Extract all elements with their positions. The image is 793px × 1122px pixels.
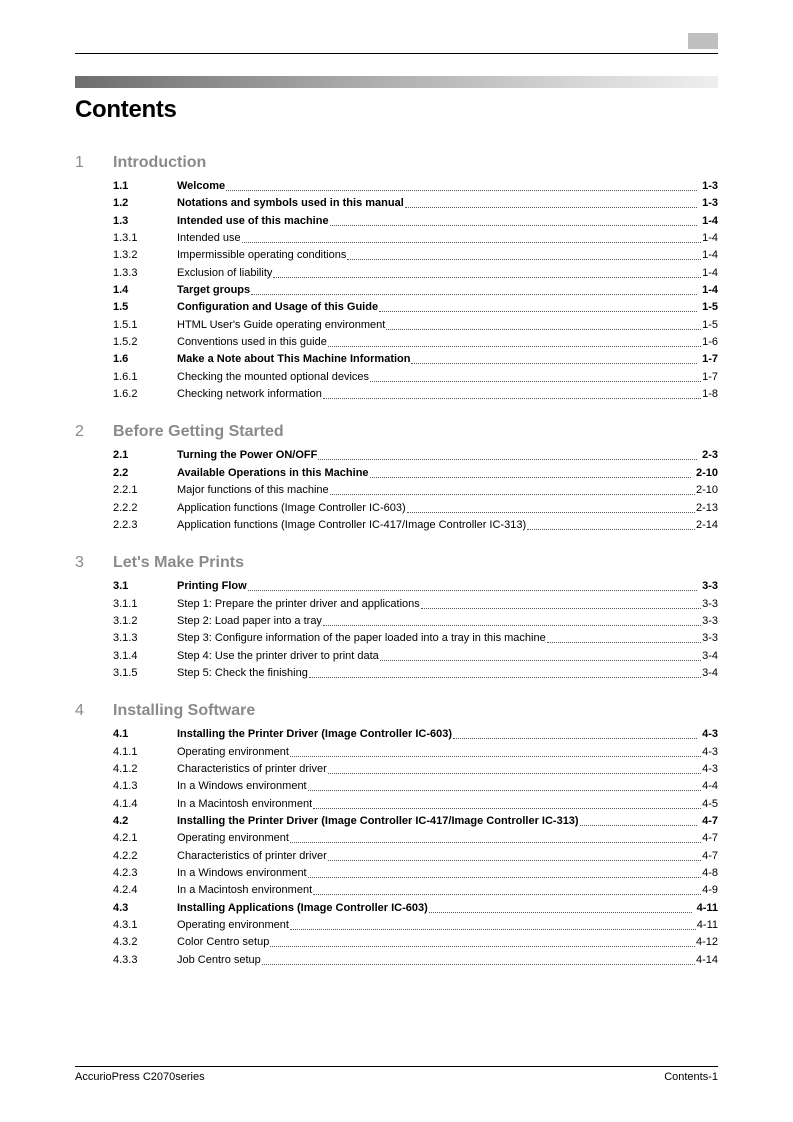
entry-title: Checking the mounted optional devices [177,370,370,383]
entry-leader-line [177,934,718,951]
toc-subsection-entry[interactable] [0,265,793,282]
entry-leader-line [177,500,718,517]
entry-page-number: 1-5 [702,318,718,331]
entry-leader-line [177,265,718,282]
entry-leader-line [177,648,718,665]
toc-subsection-entry[interactable] [0,500,793,517]
entry-leader-line [177,517,718,534]
entry-number: 4.2.3 [113,867,138,879]
dot-leader [330,482,695,495]
dot-leader [411,351,697,364]
entry-title: Characteristics of printer driver [177,762,327,775]
entry-title: In a Macintosh environment [177,884,313,897]
entry-number: 4.3.2 [113,936,138,949]
dot-leader [328,334,701,347]
toc-subsection-entry[interactable] [0,247,793,264]
entry-page-number: 3-3 [702,597,718,610]
toc-subsection-entry[interactable] [0,796,793,813]
toc-section-entry[interactable] [0,282,793,299]
entry-page-number: 2-10 [695,484,718,497]
toc-chapter [0,419,793,534]
entry-leader-line [177,665,718,682]
entry-leader-line [177,744,718,761]
entry-number: 2.2 [113,466,129,479]
entry-leader-line [177,334,718,351]
entry-page-number: 1-6 [702,336,718,349]
dot-leader [330,213,698,226]
dot-leader [262,952,695,965]
entry-page-number: 3-3 [702,580,718,593]
entry-number: 1.3 [113,214,129,227]
dot-leader [313,882,701,895]
entry-number: 1.6.1 [113,370,138,383]
entry-title: Intended use [177,232,241,245]
entry-title: In a Macintosh environment [177,797,313,810]
dot-leader [309,665,701,678]
entry-page-number: 4-11 [696,901,718,914]
entry-title: Step 4: Use the printer driver to print data [177,649,379,662]
entry-number: 1.5.1 [113,318,138,331]
dot-leader [386,317,701,330]
entry-number: 4.1 [113,728,129,741]
entry-title: Installing the Printer Driver (Image Controller IC-417/Image Controller IC-313) [177,814,579,827]
entry-number: 1.3.1 [113,232,138,245]
entry-page-number: 3-4 [702,666,718,679]
entry-title: In a Windows environment [177,867,307,879]
entry-leader-line [177,630,718,647]
entry-number: 1.6.2 [113,388,138,401]
entry-leader-line [177,778,718,795]
entry-title: Target groups [177,284,251,297]
entry-leader-line [177,386,718,403]
entry-number: 4.3 [113,901,129,914]
entry-leader-line [177,465,718,482]
chapter-number: 2 [75,423,84,441]
toc-section-entry[interactable] [0,178,793,195]
entry-title: Operating environment [177,832,289,845]
entry-title: Installing Applications (Image Controller IC-603) [177,901,428,914]
toc-subsection-entry[interactable] [0,334,793,351]
entry-number: 4.1.4 [113,797,138,810]
dot-leader [323,386,701,399]
entry-title: In a Windows environment [177,780,307,793]
toc-section-entry[interactable] [0,195,793,212]
dot-leader [421,596,701,609]
dot-leader [273,265,701,278]
entry-title: Conventions used in this guide [177,336,327,349]
entry-page-number: 4-11 [696,919,718,932]
entry-leader-line [177,882,718,899]
entry-number: 4.2 [113,814,129,827]
toc-subsection-entry[interactable] [0,369,793,386]
entry-title: Intended use of this machine [177,214,329,227]
dot-leader [453,726,697,739]
footer-product-name: AccurioPress C2070series [75,1071,205,1083]
entry-leader-line [177,813,718,830]
entry-title: Operating environment [177,745,289,758]
entry-leader-line [177,213,718,230]
entry-number: 3.1.5 [113,666,138,679]
dot-leader [248,578,697,591]
entry-leader-line [177,952,718,969]
toc-subsection-entry[interactable] [0,630,793,647]
entry-page-number: 4-8 [702,867,718,879]
toc-chapter [0,550,793,682]
entry-number: 3.1 [113,580,129,593]
toc-subsection-entry[interactable] [0,648,793,665]
dot-leader [547,630,701,643]
dot-leader [290,744,701,757]
dot-leader [379,299,697,312]
entry-leader-line [177,247,718,264]
dot-leader [527,517,695,530]
dot-leader [328,761,701,774]
entry-page-number: 1-4 [702,284,718,297]
toc-subsection-entry[interactable] [0,934,793,951]
toc-section-entry[interactable] [0,900,793,917]
toc-subsection-entry[interactable] [0,830,793,847]
entry-page-number: 1-4 [702,249,718,262]
dot-leader [323,613,701,626]
page-corner-tab [688,33,718,49]
entry-page-number: 4-4 [702,780,718,793]
header-rule [75,53,718,54]
dot-leader [580,813,698,826]
toc-subsection-entry[interactable] [0,848,793,865]
toc-subsection-entry[interactable] [0,778,793,795]
entry-number: 4.3.3 [113,953,138,966]
entry-page-number: 1-7 [702,353,718,366]
toc-subsection-entry[interactable] [0,882,793,899]
chapter-title: Installing Software [113,702,256,720]
entry-leader-line [177,299,718,316]
entry-title: Make a Note about This Machine Information [177,353,411,366]
entry-leader-line [177,830,718,847]
entry-title: Available Operations in this Machine [177,466,369,479]
page-title: Contents [75,96,177,123]
entry-leader-line [177,317,718,334]
entry-title: Exclusion of liability [177,266,273,279]
dot-leader [242,230,701,243]
entry-number: 1.4 [113,284,129,297]
entry-leader-line [177,596,718,613]
toc-subsection-entry[interactable] [0,865,793,882]
toc-chapter [0,150,793,403]
entry-leader-line [177,369,718,386]
entry-page-number: 2-10 [695,466,718,479]
entry-number: 3.1.3 [113,632,138,645]
entry-title: Application functions (Image Controller IC-417/Image Controller IC-313) [177,518,527,531]
entry-title: Impermissible operating conditions [177,249,347,262]
entry-page-number: 1-4 [702,266,718,279]
dot-leader [308,778,701,791]
dot-leader [290,830,701,843]
toc-subsection-entry[interactable] [0,952,793,969]
entry-leader-line [177,482,718,499]
entry-page-number: 4-14 [695,953,718,966]
dot-leader [328,848,701,861]
entry-page-number: 3-4 [702,649,718,662]
toc-section-entry[interactable] [0,351,793,368]
dot-leader [370,369,701,382]
chapter-heading[interactable] [0,419,793,447]
entry-title: Notations and symbols used in this manual [177,197,404,210]
entry-number: 1.3.2 [113,249,138,262]
entry-title: Welcome [177,180,226,192]
entry-leader-line [177,865,718,882]
entry-title: Turning the Power ON/OFF [177,449,318,462]
entry-number: 4.1.3 [113,780,138,793]
dot-leader [226,178,697,191]
entry-page-number: 2-3 [702,449,718,462]
entry-number: 4.1.1 [113,745,138,758]
entry-page-number: 1-4 [702,214,718,227]
dot-leader [308,865,701,878]
entry-leader-line [177,447,718,464]
entry-number: 1.6 [113,353,129,366]
entry-title: Major functions of this machine [177,484,329,497]
toc-section-entry[interactable] [0,299,793,316]
entry-title: Printing Flow [177,580,247,593]
title-gradient-bar [75,76,718,88]
footer-page-number: Contents-1 [664,1071,718,1083]
toc-section-entry[interactable] [0,813,793,830]
dot-leader [407,500,695,513]
chapter-title: Let's Make Prints [113,554,244,572]
footer-rule [75,1066,718,1067]
entry-page-number: 4-12 [695,936,718,949]
entry-title: Step 1: Prepare the printer driver and applications [177,597,420,610]
entry-leader-line [177,613,718,630]
dot-leader [347,247,701,260]
entry-number: 1.5.2 [113,336,138,349]
chapter-heading[interactable] [0,550,793,578]
entry-page-number: 1-3 [702,197,718,210]
toc-subsection-entry[interactable] [0,386,793,403]
entry-number: 4.2.4 [113,884,138,897]
entry-number: 2.1 [113,449,129,462]
entry-title: Operating environment [177,919,289,932]
entry-leader-line [177,351,718,368]
toc-section-entry[interactable] [0,465,793,482]
entry-page-number: 1-8 [702,388,718,401]
entry-number: 4.3.1 [113,919,138,932]
entry-leader-line [177,848,718,865]
toc-section-entry[interactable] [0,213,793,230]
entry-leader-line [177,900,718,917]
toc-chapter [0,698,793,969]
entry-page-number: 4-3 [702,762,718,775]
entry-title: Job Centro setup [177,953,261,966]
toc-subsection-entry[interactable] [0,482,793,499]
chapter-title: Before Getting Started [113,423,284,441]
entry-number: 2.2.2 [113,501,138,514]
entry-page-number: 2-14 [695,518,718,531]
entry-number: 4.2.1 [113,832,138,845]
entry-page-number: 4-7 [702,849,718,862]
entry-title: Step 3: Configure information of the paper loaded into a tray in this machine [177,632,546,645]
entry-leader-line [177,230,718,247]
toc-subsection-entry[interactable] [0,917,793,934]
entry-page-number: 4-3 [702,728,718,741]
entry-leader-line [177,282,718,299]
chapter-title: Introduction [113,154,207,171]
toc-section-entry[interactable] [0,447,793,464]
entry-page-number: 4-3 [702,745,718,758]
entry-number: 3.1.2 [113,614,138,627]
entry-number: 2.2.3 [113,518,138,531]
entry-page-number: 1-5 [702,301,718,314]
dot-leader [429,900,692,913]
entry-number: 2.2.1 [113,484,138,497]
entry-leader-line [177,195,718,212]
dot-leader [313,796,701,809]
toc-subsection-entry[interactable] [0,761,793,778]
dot-leader [270,934,695,947]
entry-number: 1.2 [113,197,129,210]
entry-page-number: 3-3 [702,632,718,645]
chapter-number: 4 [75,702,84,720]
chapter-number: 1 [75,154,84,171]
entry-page-number: 4-7 [702,832,718,845]
dot-leader [370,465,691,478]
toc-section-entry[interactable] [0,578,793,595]
dot-leader [380,648,701,661]
entry-number: 1.1 [113,180,129,192]
entry-page-number: 1-7 [702,370,718,383]
entry-title: Application functions (Image Controller IC-603) [177,501,406,514]
entry-page-number: 4-9 [702,884,718,897]
entry-leader-line [177,796,718,813]
entry-title: HTML User's Guide operating environment [177,318,386,331]
entry-number: 3.1.1 [113,597,138,610]
table-of-contents [0,150,793,985]
entry-title: Step 5: Check the finishing [177,666,308,679]
chapter-heading[interactable] [0,150,793,178]
chapter-heading[interactable] [0,698,793,726]
entry-page-number: 4-5 [702,797,718,810]
entry-title: Checking network information [177,388,322,401]
entry-leader-line [177,761,718,778]
entry-leader-line [177,726,718,743]
dot-leader [405,195,697,208]
dot-leader [318,447,697,460]
dot-leader [290,917,696,930]
entry-number: 1.5 [113,301,129,314]
entry-page-number: 1-4 [702,232,718,245]
toc-subsection-entry[interactable] [0,317,793,334]
entry-title: Color Centro setup [177,936,270,949]
entry-number: 3.1.4 [113,649,138,662]
toc-subsection-entry[interactable] [0,744,793,761]
chapter-number: 3 [75,554,84,572]
entry-title: Characteristics of printer driver [177,849,327,862]
entry-leader-line [177,578,718,595]
entry-title: Configuration and Usage of this Guide [177,301,379,314]
toc-section-entry[interactable] [0,726,793,743]
dot-leader [251,282,697,295]
entry-number: 4.2.2 [113,849,138,862]
entry-title: Step 2: Load paper into a tray [177,614,322,627]
entry-leader-line [177,178,718,195]
entry-title: Installing the Printer Driver (Image Controller IC-603) [177,728,453,741]
entry-number: 1.3.3 [113,266,138,279]
toc-subsection-entry[interactable] [0,230,793,247]
entry-page-number: 1-3 [702,180,718,192]
toc-subsection-entry[interactable] [0,596,793,613]
entry-page-number: 2-13 [695,501,718,514]
entry-page-number: 3-3 [702,614,718,627]
toc-subsection-entry[interactable] [0,517,793,534]
toc-subsection-entry[interactable] [0,613,793,630]
entry-number: 4.1.2 [113,762,138,775]
entry-leader-line [177,917,718,934]
entry-page-number: 4-7 [702,814,718,827]
toc-subsection-entry[interactable] [0,665,793,682]
